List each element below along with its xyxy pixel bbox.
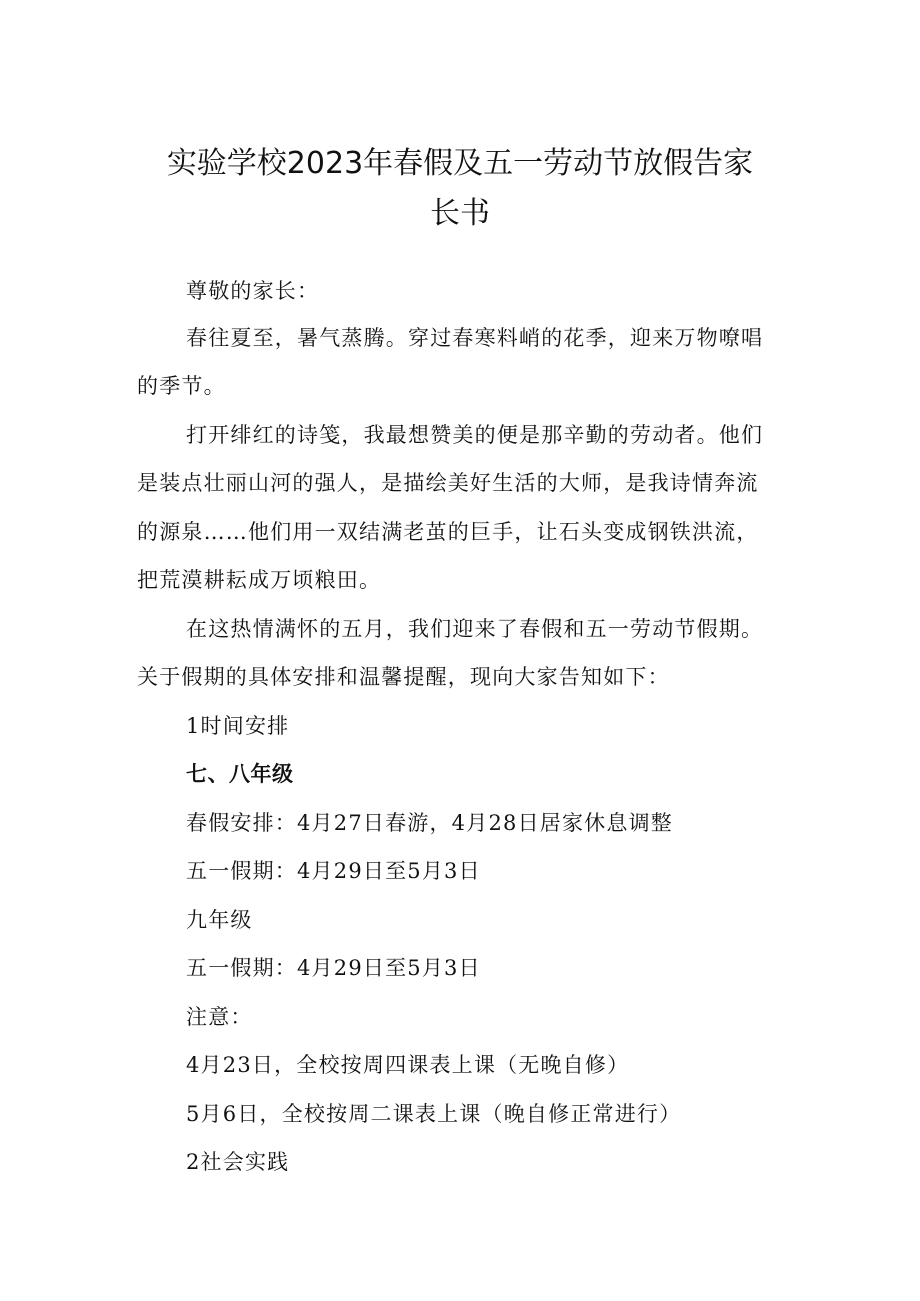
may-day-schedule-grade-7-8: 五一假期：4月29日至5月3日 [186, 859, 481, 883]
section-1-heading: 1时间安排 [186, 714, 290, 738]
paragraph-1-line-1: 春往夏至，暑气蒸腾。穿过春寒料峭的花季，迎来万物嘹唱 [186, 326, 764, 350]
paragraph-2-line-2: 是装点壮丽山河的强人，是描绘美好生活的大师，是我诗情奔流 [137, 471, 759, 495]
notice-item-1: 4月23日，全校按周四课表上课（无晚自修） [186, 1053, 630, 1077]
paragraph-3-line-2: 关于假期的具体安排和温馨提醒，现向大家告知如下： [137, 665, 670, 689]
document-title-line-1: 实验学校2023年春假及五一劳动节放假告家 [166, 146, 754, 181]
spring-break-schedule: 春假安排：4月27日春游，4月28日居家休息调整 [186, 811, 673, 835]
paragraph-2-line-3: 的源泉……他们用一双结满老茧的巨手，让石头变成钢铁洪流， [137, 520, 759, 544]
paragraph-2-line-4: 把荒漠耕耘成万顷粮田。 [137, 568, 382, 592]
section-2-heading: 2社会实践 [186, 1150, 290, 1174]
document-title-line-2: 长书 [430, 196, 490, 231]
salutation: 尊敬的家长： [186, 279, 320, 303]
notice-item-2: 5月6日，全校按周二课表上课（晚自修正常进行） [186, 1102, 682, 1126]
grade-7-8-heading: 七、八年级 [186, 762, 294, 786]
notice-label: 注意： [186, 1005, 253, 1029]
paragraph-3-line-1: 在这热情满怀的五月，我们迎来了春假和五一劳动节假期。 [186, 617, 764, 641]
paragraph-2-line-1: 打开绯红的诗笺，我最想赞美的便是那辛勤的劳动者。他们 [186, 423, 764, 447]
grade-9-heading: 九年级 [186, 908, 253, 932]
may-day-schedule-grade-9: 五一假期：4月29日至5月3日 [186, 956, 481, 980]
paragraph-1-line-2: 的季节。 [137, 374, 226, 398]
